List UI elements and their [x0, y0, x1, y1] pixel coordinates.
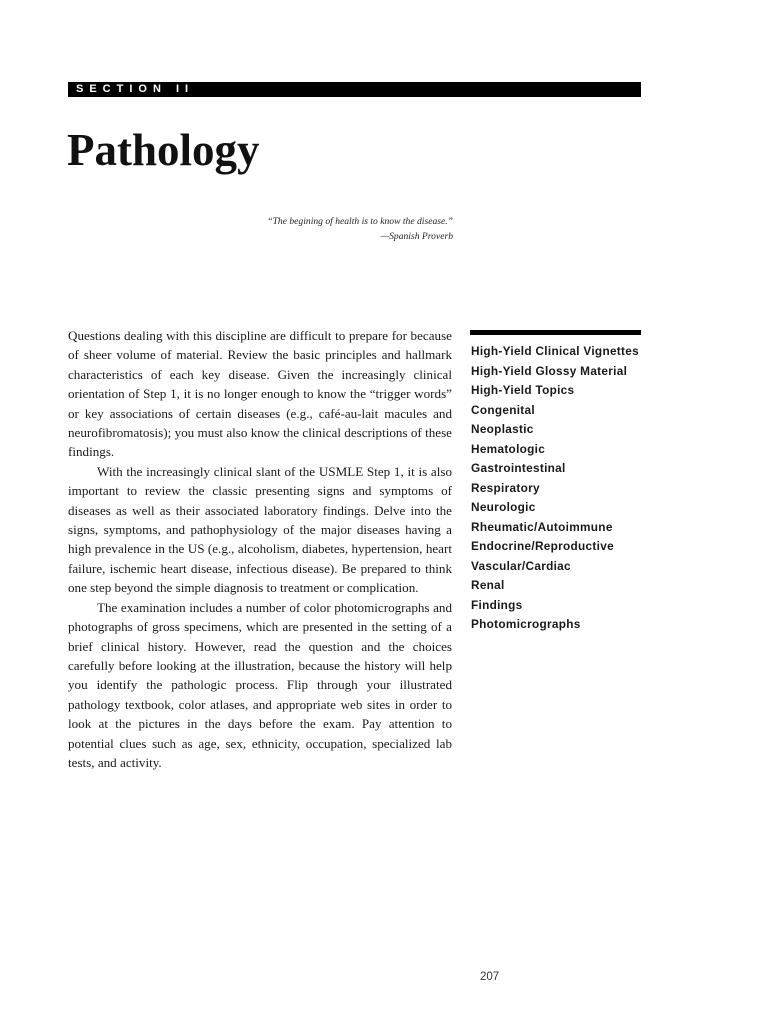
page-title: Pathology: [67, 125, 260, 175]
sidebar-topic: Photomicrographs: [471, 617, 581, 631]
sidebar-topic: High-Yield Clinical Vignettes: [471, 344, 639, 358]
epigraph-attribution: —Spanish Proverb: [380, 231, 453, 242]
sidebar-divider: [470, 330, 641, 335]
sidebar-topic: Hematologic: [471, 441, 546, 456]
body-paragraph: With the increasingly clinical slant of the USMLE Step 1, it is also important to review the classic presenting signs and symptoms of diseases as well as their associated laboratory findings. Delve into the signs, symptoms, and pathophysiology of the major diseases having a high prevalence in the US (e.g., alcoholism, diabetes, hypertension, heart failure, ischemic heart disease, infectious disease). Be prepared to think one step beyond the simple diagnosis to treatment or complication.: [68, 463, 452, 596]
sidebar-topic-list: [471, 343, 646, 636]
sidebar-topic: Gastrointestinal: [471, 461, 566, 475]
page-number: 207: [480, 971, 500, 983]
body-text: [68, 326, 452, 772]
epigraph-quote: “The begining of health is to know the disease.”: [267, 216, 453, 227]
body-paragraph: Questions dealing with this discipline are difficult to prepare for because of sheer volume of material. Review the basic principles and hallmark characteristics of each key disease. Given the increasingly clinical orientation of Step 1, it is no longer enough to know the “trigger words” or key associations of certain diseases (e.g., café-au-lait macules and neurofibromatosis); you must also know the clinical descriptions of these findings.: [68, 328, 452, 460]
sidebar-topic: Findings: [471, 597, 523, 612]
sidebar-topic: Renal: [471, 578, 505, 592]
sidebar-topic: High-Yield Topics: [471, 383, 575, 397]
section-label: SECTION II: [76, 83, 195, 95]
body-paragraph: The examination includes a number of color photomicrographs and photographs of gross specimens, which are presented in the setting of a brief clinical history. However, read the question and the choices carefully before looking at the illustration, because the history will help you identify the pathologic process. Flip through your illustrated pathology textbook, color atlases, and appropriate web sites in order to look at the pictures in the days before the exam. Pay attention to potential clues such as age, sex, ethnicity, occupation, specialized lab tests, and activity.: [68, 599, 452, 770]
section-header-bar: [68, 82, 641, 97]
sidebar-topic: Vascular/Cardiac: [471, 558, 571, 573]
epigraph: [200, 214, 453, 244]
sidebar-topic: Neurologic: [471, 500, 536, 514]
sidebar-topic: Rheumatic/Autoimmune: [471, 519, 613, 534]
sidebar-topic: High-Yield Glossy Material: [471, 363, 628, 378]
sidebar-topic: Endocrine/Reproductive: [471, 539, 614, 553]
sidebar-topic: Respiratory: [471, 480, 540, 495]
sidebar-topic: Neoplastic: [471, 422, 534, 436]
sidebar-topic: Congenital: [471, 402, 535, 417]
